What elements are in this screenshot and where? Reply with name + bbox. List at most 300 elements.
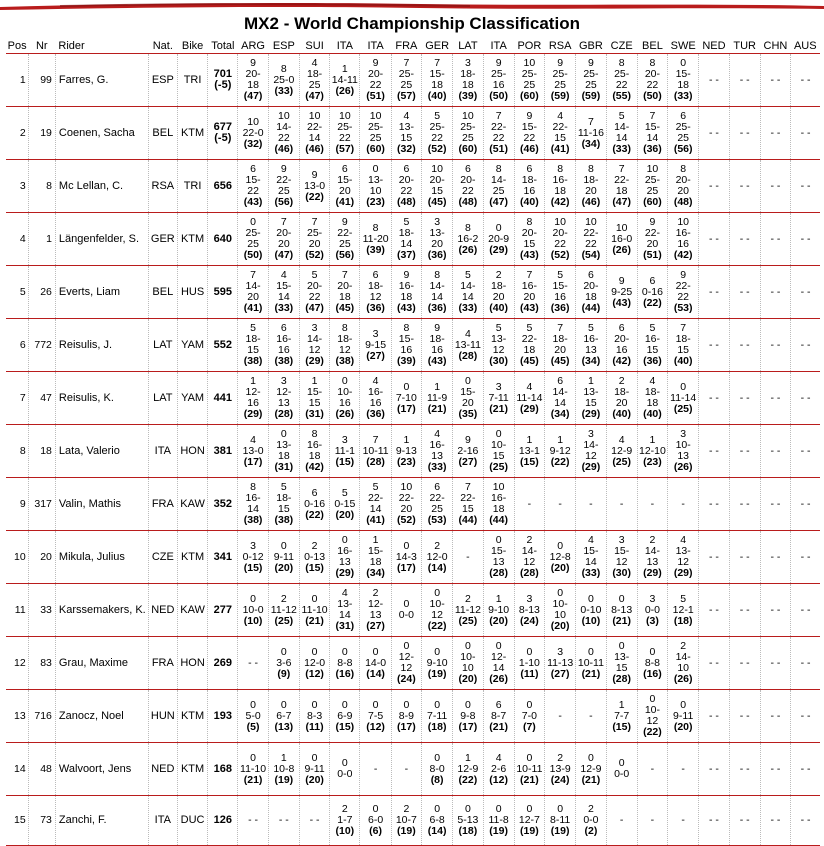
round-line: 18- xyxy=(460,68,476,80)
round-line: 8 xyxy=(526,216,533,228)
round-line: 8 xyxy=(372,221,379,234)
round-line: 16- xyxy=(429,439,445,451)
round-points: (41) xyxy=(243,302,263,314)
round-result xyxy=(729,372,760,425)
round-line: 1 xyxy=(464,751,471,764)
round-line: 12- xyxy=(368,598,384,610)
round-line: 10 xyxy=(369,110,382,122)
round-line: - - xyxy=(800,709,811,722)
round-line: 18- xyxy=(245,333,261,345)
round-points: (28) xyxy=(274,408,294,420)
round-points: (39) xyxy=(458,90,478,102)
round-points: (17) xyxy=(397,402,416,415)
round-points: (48) xyxy=(397,196,416,208)
round-line: 0 xyxy=(464,375,471,387)
round-line: 10-11 xyxy=(516,762,543,775)
round-line: 15 xyxy=(400,132,413,144)
round-points: (15) xyxy=(335,720,355,733)
header-round: LAT xyxy=(453,38,483,54)
round-line: 14 xyxy=(585,556,597,568)
round-line: 10- xyxy=(552,598,568,610)
round-line: - - xyxy=(708,814,719,826)
total-points: 441 xyxy=(213,391,232,404)
round-result xyxy=(791,478,820,531)
round-line: 9-11 xyxy=(673,709,694,722)
round-line: 8 xyxy=(434,269,441,281)
round-result xyxy=(576,372,606,425)
rider-nationality: ITA xyxy=(148,425,177,478)
round-result xyxy=(238,319,268,372)
round-line: - - xyxy=(739,656,750,669)
round-line: 18- xyxy=(521,174,537,186)
round-result xyxy=(668,372,699,425)
round-points: (33) xyxy=(274,302,294,314)
round-line: 10 xyxy=(646,163,659,175)
round-points: (20) xyxy=(550,620,570,632)
round-line: 18- xyxy=(644,386,661,398)
round-line: 20 xyxy=(523,291,536,303)
round-line: 15- xyxy=(614,545,630,557)
round-line: 8 xyxy=(250,481,256,493)
round-line: 10-8 xyxy=(273,762,295,775)
round-line: - - xyxy=(739,338,750,351)
round-line: 6 xyxy=(280,322,287,334)
round-line: - - xyxy=(800,497,811,510)
round-line: 5 xyxy=(526,322,533,334)
round-line: 8 xyxy=(280,62,287,75)
round-line: 0 xyxy=(311,698,318,711)
round-line: 18- xyxy=(675,333,691,345)
round-result xyxy=(391,54,421,107)
round-result xyxy=(421,54,452,107)
round-result xyxy=(545,796,576,846)
round-line: 7 xyxy=(495,110,502,122)
round-line: 6 xyxy=(403,163,410,175)
rider-nationality: FRA xyxy=(148,637,177,690)
round-points: (20) xyxy=(458,673,478,685)
round-points: (41) xyxy=(366,514,385,526)
round-line: 18- xyxy=(398,227,414,239)
rider-name: Grau, Maxime xyxy=(55,637,148,690)
round-line: 16 xyxy=(677,238,690,250)
round-line: 4 xyxy=(372,375,379,387)
round-line: 14-0 xyxy=(365,656,387,669)
rider-name: Lata, Valerio xyxy=(55,425,148,478)
round-line: - xyxy=(650,497,655,510)
round-result xyxy=(483,107,514,160)
round-line: - - xyxy=(800,285,811,298)
round-line: 16 xyxy=(400,344,413,356)
round-points: (45) xyxy=(550,355,570,367)
round-line: 0 xyxy=(526,645,533,658)
total-points: 352 xyxy=(213,497,232,510)
round-line: 13-9 xyxy=(549,762,571,775)
round-result xyxy=(360,372,391,425)
round-line: 7 xyxy=(649,110,656,122)
round-line: 0 xyxy=(311,751,318,764)
round-result xyxy=(483,425,514,478)
rider-position: 2 xyxy=(6,107,28,160)
round-result xyxy=(421,478,452,531)
round-line: 2 xyxy=(557,751,564,764)
round-result xyxy=(699,690,729,743)
round-line: 9-11 xyxy=(304,762,325,775)
round-line: 22- xyxy=(460,492,476,504)
round-line: - - xyxy=(739,126,750,139)
round-points: (43) xyxy=(397,302,416,314)
header-round: FRA xyxy=(391,38,421,54)
round-result xyxy=(391,425,421,478)
round-result xyxy=(668,796,699,846)
rider-total xyxy=(208,107,238,160)
round-line: 0 xyxy=(495,534,502,546)
round-result xyxy=(238,160,268,213)
round-result xyxy=(545,637,576,690)
round-result xyxy=(545,213,576,266)
round-line: 18 xyxy=(523,344,536,356)
round-points: (28) xyxy=(520,567,539,579)
round-points: (40) xyxy=(612,408,631,420)
round-line: 5 xyxy=(434,110,441,122)
round-line: - - xyxy=(770,814,781,826)
round-points: (22) xyxy=(427,620,447,632)
round-line: 8-3 xyxy=(307,709,323,722)
round-result xyxy=(699,425,729,478)
round-line: 10-11 xyxy=(577,656,604,669)
round-line: - xyxy=(589,497,593,510)
round-result xyxy=(576,478,606,531)
round-points: (30) xyxy=(612,567,631,579)
round-points: (24) xyxy=(397,673,416,685)
round-line: 16 xyxy=(339,397,351,409)
round-points: (52) xyxy=(427,143,447,155)
round-line: 8-9 xyxy=(398,709,414,722)
round-result xyxy=(330,743,360,796)
round-points: (59) xyxy=(550,90,570,102)
round-points: (43) xyxy=(520,302,539,314)
round-result xyxy=(576,637,606,690)
rider-name: Walvoort, Jens xyxy=(55,743,148,796)
round-line: - - xyxy=(739,444,750,457)
round-line: 12 xyxy=(585,450,597,462)
round-result xyxy=(360,160,391,213)
round-line: 16- xyxy=(307,439,323,451)
round-result xyxy=(453,266,483,319)
header-nr: Nr xyxy=(28,38,55,54)
header-round: CZE xyxy=(606,38,637,54)
round-line: 11-14 xyxy=(670,391,697,404)
round-line: - - xyxy=(739,391,750,404)
round-result xyxy=(545,425,576,478)
round-line: 25 xyxy=(677,132,690,144)
round-line: 6-0 xyxy=(368,814,384,826)
rider-position: 13 xyxy=(6,690,28,743)
round-line: 12-0 xyxy=(426,550,448,563)
round-points: (53) xyxy=(427,514,447,526)
round-result xyxy=(514,584,544,637)
round-result xyxy=(791,531,820,584)
round-result xyxy=(330,213,360,266)
round-line: 18- xyxy=(429,333,445,345)
round-result xyxy=(729,637,760,690)
round-line: 15 xyxy=(492,450,505,462)
round-result xyxy=(238,372,268,425)
round-result xyxy=(576,690,606,743)
round-result xyxy=(483,478,514,531)
round-line: 12-8 xyxy=(549,550,571,563)
round-line: 10-11 xyxy=(362,444,389,457)
round-points: (21) xyxy=(581,667,601,680)
round-line: 15- xyxy=(552,280,568,292)
round-line: 0 xyxy=(250,592,256,605)
round-line: 25 xyxy=(339,238,351,250)
round-result xyxy=(238,425,268,478)
round-result xyxy=(637,107,667,160)
rider-number: 99 xyxy=(28,54,55,107)
round-line: 16- xyxy=(245,492,261,504)
round-line: 10 xyxy=(677,662,690,674)
round-result xyxy=(637,743,667,796)
round-result xyxy=(637,584,667,637)
rider-name: Mikula, Julius xyxy=(55,531,148,584)
round-line: 16- xyxy=(552,174,568,186)
round-line: - - xyxy=(770,497,781,510)
round-line: 22 xyxy=(554,238,566,250)
round-points: (14) xyxy=(366,667,385,680)
total-points: 677 xyxy=(213,121,232,133)
rider-position: 14 xyxy=(6,743,28,796)
round-result xyxy=(483,796,514,846)
round-points: (51) xyxy=(366,90,385,102)
header-round: GBR xyxy=(576,38,606,54)
round-points: (21) xyxy=(612,614,631,627)
round-result xyxy=(729,531,760,584)
round-result xyxy=(637,54,667,107)
round-result xyxy=(668,478,699,531)
round-points: (50) xyxy=(643,90,662,102)
round-result xyxy=(421,425,452,478)
round-line: - - xyxy=(708,391,719,404)
round-line: 14-11 xyxy=(331,73,358,86)
round-line: 25 xyxy=(554,79,566,91)
round-result xyxy=(668,266,699,319)
round-points: (22) xyxy=(550,455,570,468)
round-line: 22-0 xyxy=(242,126,264,139)
round-line: 1 xyxy=(649,433,656,446)
rider-bike: KTM xyxy=(177,531,207,584)
round-line: 15- xyxy=(675,68,691,80)
round-line: 10-7 xyxy=(395,814,417,826)
round-result xyxy=(514,796,544,846)
round-line: 16 xyxy=(492,79,505,91)
round-line: 10- xyxy=(491,439,507,451)
round-points: (18) xyxy=(673,614,693,627)
round-line: 13- xyxy=(491,333,507,345)
round-points: (22) xyxy=(643,726,662,738)
round-result xyxy=(299,637,329,690)
round-line: 14- xyxy=(552,386,568,398)
round-line: - - xyxy=(800,232,811,245)
round-line: 18 xyxy=(431,79,443,91)
round-points: (40) xyxy=(520,196,539,208)
round-line: 16 xyxy=(615,344,628,356)
rider-total xyxy=(208,266,238,319)
round-line: 13- xyxy=(583,386,599,398)
rider-nationality: LAT xyxy=(148,319,177,372)
round-points: (45) xyxy=(520,355,539,367)
round-result xyxy=(668,637,699,690)
round-points: (31) xyxy=(305,408,324,420)
round-line: 16 xyxy=(431,344,443,356)
round-result xyxy=(699,743,729,796)
round-result xyxy=(606,425,637,478)
rider-number: 83 xyxy=(28,637,55,690)
round-result xyxy=(483,319,514,372)
round-line: - - xyxy=(739,232,750,245)
round-line: - - xyxy=(278,814,289,826)
round-result xyxy=(760,796,790,846)
round-line: 0 xyxy=(311,592,318,605)
rider-position: 5 xyxy=(6,266,28,319)
round-line: 10- xyxy=(644,704,661,716)
round-points: (50) xyxy=(243,249,263,261)
round-result xyxy=(453,743,483,796)
round-line: 22 xyxy=(308,291,321,303)
round-points: (33) xyxy=(458,302,478,314)
round-result xyxy=(238,690,268,743)
round-line: 14- xyxy=(583,439,599,451)
round-line: 15 xyxy=(585,397,597,409)
round-line: 25- xyxy=(429,121,445,133)
rider-bike: HON xyxy=(177,637,207,690)
rider-position: 11 xyxy=(6,584,28,637)
round-line: 11-16 xyxy=(577,126,604,139)
round-points: (44) xyxy=(458,514,478,526)
round-line: 12 xyxy=(431,609,443,621)
round-line: 0 xyxy=(280,698,287,711)
round-line: 6 xyxy=(557,375,564,387)
round-result xyxy=(421,372,452,425)
round-points: (36) xyxy=(643,143,662,155)
round-line: 8-11 xyxy=(550,814,571,826)
round-result xyxy=(514,160,544,213)
rider-total xyxy=(208,372,238,425)
round-result xyxy=(514,690,544,743)
round-result xyxy=(268,266,299,319)
round-result xyxy=(760,319,790,372)
round-line: 8 xyxy=(557,163,564,175)
round-result xyxy=(268,531,299,584)
round-points: (28) xyxy=(366,455,385,468)
header-round: RSA xyxy=(545,38,576,54)
round-points: (15) xyxy=(305,561,324,574)
round-points: (41) xyxy=(335,196,355,208)
round-result xyxy=(299,584,329,637)
round-line: 0-16 xyxy=(304,497,326,510)
round-result xyxy=(421,796,452,846)
round-points: (18) xyxy=(458,825,478,837)
round-line: 0 xyxy=(372,645,379,658)
round-points: (19) xyxy=(274,773,294,786)
round-result xyxy=(699,160,729,213)
round-line: 0 xyxy=(372,803,379,815)
round-result xyxy=(421,743,452,796)
round-points: (21) xyxy=(581,773,601,786)
round-result xyxy=(760,425,790,478)
round-line: 13-0 xyxy=(304,179,326,192)
round-points: (25) xyxy=(274,614,294,627)
rider-number: 8 xyxy=(28,160,55,213)
round-line: 15- xyxy=(337,174,353,186)
round-line: 12- xyxy=(398,651,414,663)
round-line: 16- xyxy=(368,386,384,398)
round-line: 18 xyxy=(308,450,321,462)
round-line: 25- xyxy=(614,68,630,80)
round-result xyxy=(453,319,483,372)
round-line: 0 xyxy=(526,751,533,764)
round-line: 0 xyxy=(280,539,287,552)
round-points: (47) xyxy=(489,196,508,208)
round-points: (56) xyxy=(335,249,355,261)
round-line: - - xyxy=(708,232,719,245)
rider-nationality: ESP xyxy=(148,54,177,107)
rider-total xyxy=(208,531,238,584)
round-line: 18 xyxy=(677,79,690,91)
round-line: 18 xyxy=(615,185,628,197)
round-points: (9) xyxy=(277,667,291,680)
round-line: 0 xyxy=(372,163,379,175)
round-points: (56) xyxy=(274,196,294,208)
round-result xyxy=(514,319,544,372)
rider-bike: KTM xyxy=(177,690,207,743)
round-result xyxy=(360,478,391,531)
total-points: 269 xyxy=(213,656,232,669)
table-row xyxy=(6,478,820,531)
total-points: 126 xyxy=(213,814,232,826)
round-line: 9 xyxy=(649,216,656,228)
round-result xyxy=(760,478,790,531)
round-line: 5 xyxy=(680,592,687,605)
rider-nationality: GER xyxy=(148,213,177,266)
round-line: - - xyxy=(739,550,750,563)
round-line: 9-8 xyxy=(460,709,476,722)
round-result xyxy=(360,743,391,796)
round-points: (19) xyxy=(550,825,570,837)
rider-position: 7 xyxy=(6,372,28,425)
round-line: 13 xyxy=(585,344,597,356)
round-line: 12 xyxy=(308,344,321,356)
round-line: 14- xyxy=(245,280,261,292)
round-line: 7 xyxy=(464,481,471,493)
round-line: 14 xyxy=(615,132,628,144)
rider-position: 12 xyxy=(6,637,28,690)
round-result xyxy=(391,319,421,372)
round-line: - - xyxy=(770,232,781,245)
round-line: 12 xyxy=(492,344,505,356)
round-line: 10 xyxy=(308,110,321,122)
rider-total xyxy=(208,637,238,690)
round-line: 6 xyxy=(649,274,656,287)
table-row xyxy=(6,425,820,478)
round-line: 22 xyxy=(462,185,474,197)
round-line: - - xyxy=(770,444,781,457)
round-line: 16- xyxy=(398,280,414,292)
round-points: (19) xyxy=(397,825,416,837)
round-result xyxy=(299,796,329,846)
rider-name: Reisulis, J. xyxy=(55,319,148,372)
round-result xyxy=(391,266,421,319)
round-points: (47) xyxy=(612,196,631,208)
